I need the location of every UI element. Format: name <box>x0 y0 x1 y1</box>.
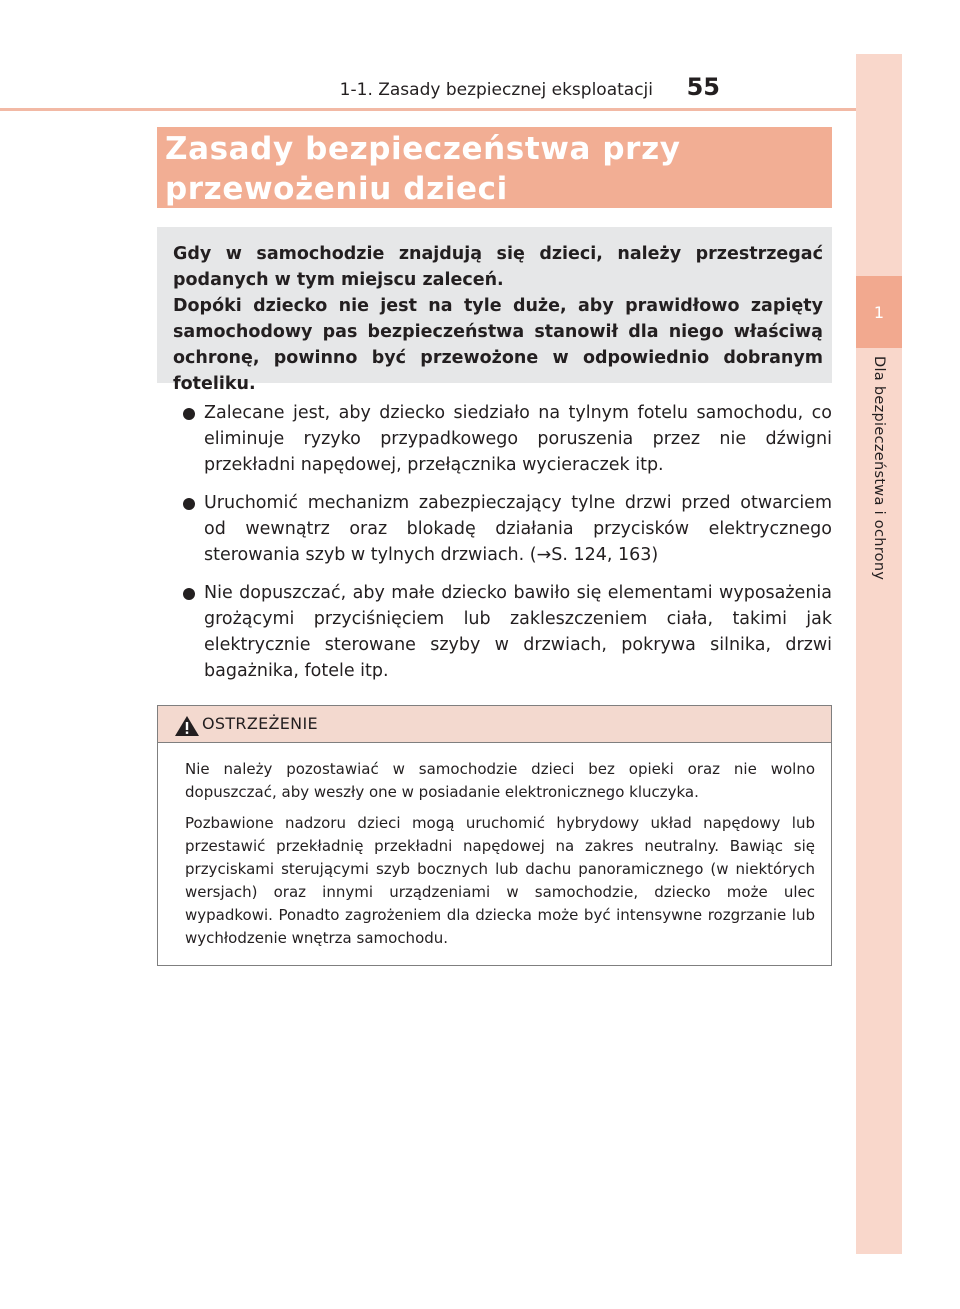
warning-header <box>158 706 831 743</box>
list-item-text: Uruchomić mechanizm zabezpieczający tylne drzwi przed otwarciem od wewnątrz oraz blokadę działania przycisków elektrycznego sterowania szyb w tylnych drzwiach. (→S. 124, 163) <box>204 493 832 565</box>
header-divider <box>0 108 900 111</box>
bullet-icon <box>183 408 195 420</box>
intro-box <box>157 227 832 394</box>
warning-paragraph: Nie należy pozostawiać w samochodzie dzieci bez opieki oraz nie wolno dopuszczać, aby weszły one w posiadanie elektronicznego kluczyka. <box>185 760 815 801</box>
page-title: Zasady bezpieczeństwa przy przewożeniu dzieci <box>165 131 681 207</box>
chapter-number-tab: 1 <box>856 276 902 348</box>
intro-paragraph: Dopóki dziecko nie jest na tyle duże, aby prawidłowo zapięty samochodowy pas bezpieczeństwa stanowił dla niego właściwą ochronę, powinno być przewożone w odpowiednio dobranym foteliku. <box>173 296 823 394</box>
chapter-label: Dla bezpieczeństwa i ochrony <box>871 356 887 581</box>
list-item-text: Nie dopuszczać, aby małe dziecko bawiło się elementami wyposażenia grożącymi przyciśnięciem lub zakleszczeniem ciała, takimi jak elektrycznie sterowane szyby w drzwiach, pokrywa silnika, drzwi bagażnika, fotele itp. <box>204 583 832 681</box>
page-header <box>0 0 838 112</box>
warning-paragraph: Pozbawione nadzoru dzieci mogą uruchomić hybrydowy układ napędowy lub przestawić przekładnię przekładni napędowej na zakres neutralny. Bawiąc się przyciskami sterującymi szyb bocznych lub dachu panoramicznego (w niektórych wersjach) oraz innymi urządzeniami w samochodzie, dziecko może ulec wypadkowi. Ponadto zagrożeniem dla dziecka może być intensywne rozgrzanie lub wychłodzenie wnętrza samochodu. <box>185 814 815 947</box>
warning-title: OSTRZEŻENIE <box>202 714 318 733</box>
bullet-icon <box>183 498 195 510</box>
intro-paragraph: Gdy w samochodzie znajdują się dzieci, należy przestrzegać podanych w tym miejscu zaleceń. <box>173 244 823 290</box>
warning-body <box>185 758 815 958</box>
section-title: 1-1. Zasady bezpiecznej eksploatacji <box>339 80 653 100</box>
warning-triangle-icon <box>174 715 200 737</box>
list-item <box>182 490 832 568</box>
list-item <box>182 580 832 684</box>
intro-text <box>173 241 823 397</box>
bullet-list <box>182 400 832 696</box>
page-number: 55 <box>686 73 720 101</box>
page-title-banner <box>157 127 832 208</box>
list-item-text: Zalecane jest, aby dziecko siedziało na tylnym fotelu samochodu, co eliminuje ryzyko przypadkowego poruszenia przez nie dźwigni przekładni napędowej, przełącznika wycieraczek itp. <box>204 403 832 475</box>
chapter-side-tab <box>856 54 902 1254</box>
bullet-icon <box>183 588 195 600</box>
list-item <box>182 400 832 478</box>
warning-box <box>157 705 832 966</box>
